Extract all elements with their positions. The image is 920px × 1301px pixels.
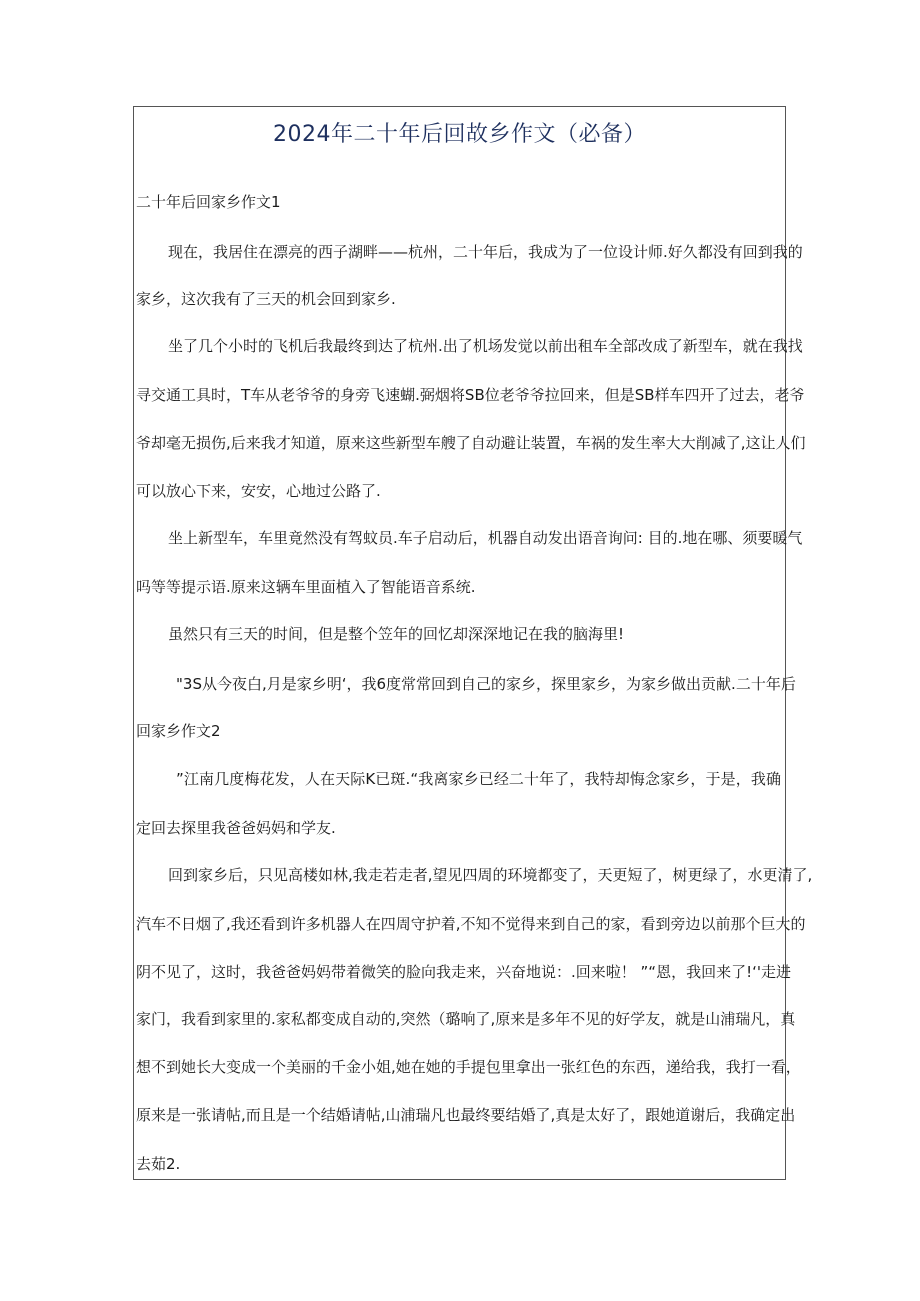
paragraph-line: 家门，我看到家里的.家私都变成自动的,突然（璐响了,原来是多年不见的好学友，就是山浦瑞凡，真 bbox=[136, 1010, 796, 1028]
paragraph-line: 坐了几个小时的飞机后我最终到达了杭州.出了机场发觉以前出租车全部改成了新型车，就在我找 bbox=[168, 337, 803, 355]
document-page bbox=[133, 106, 813, 1180]
paragraph-line: 现在，我居住在漂亮的西子湖畔——杭州，二十年后，我成为了一位设计师.好久都没有回到我的 bbox=[168, 243, 803, 261]
paragraph-line: 虽然只有三天的时间，但是整个笠年的回忆却深深地记在我的脑海里! bbox=[168, 625, 625, 643]
paragraph-line: ”江南几度梅花发，人在天际K已斑.“我离家乡已经二十年了，我特却悔念家乡，于是，我确 bbox=[176, 770, 781, 788]
paragraph-line: 想不到她长大变成一个美丽的千金小姐,她在她的手提包里拿出一张红色的东西，递给我，我打一看， bbox=[136, 1058, 801, 1076]
paragraph-line: 汽车不日烟了,我还看到许多机器人在四周守护着,不知不觉得来到自己的家，看到旁边以前那个巨大的 bbox=[136, 915, 806, 933]
paragraph-line: 定回去探里我爸爸妈妈和学友. bbox=[136, 819, 336, 837]
paragraph-line: 原来是一张请帖,而且是一个结婚请帖,山浦瑞凡也最终要结婚了,真是太好了，跟她道谢后，我确定出 bbox=[136, 1106, 796, 1124]
section-heading-2: 回家乡作文2 bbox=[136, 722, 221, 740]
paragraph-line: 阴不见了，这时，我爸爸妈妈带着微笑的脸向我走来，兴奋地说：.回来啦！ ”“恩，我回来了!‘'走进 bbox=[136, 963, 791, 981]
paragraph-line: 爷却毫无损伤,后来我才知道，原来这些新型车艘了自动避让装置，车祸的发生率大大削减了,这让人们 bbox=[136, 434, 806, 452]
paragraph-line: 吗等等提示语.原来这辆车里面植入了智能语音系统. bbox=[136, 578, 476, 596]
paragraph-line: "3S从今夜白,月是家乡明‘，我6度常常回到自己的家乡，探里家乡，为家乡做出贡献.二十年后 bbox=[176, 675, 796, 693]
paragraph-line: 去茹2. bbox=[136, 1155, 181, 1173]
paragraph-line: 可以放心下来，安安，心地过公路了. bbox=[136, 482, 381, 500]
paragraph-line: 家乡，这次我有了三天的机会回到家乡. bbox=[136, 290, 396, 308]
paragraph-line: 回到家乡后，只见高楼如林,我走若走者,望见四周的环境都变了，天更短了，树更绿了，水更清了, bbox=[168, 866, 813, 884]
document-title: 2024年二十年后回故乡作文（必备） bbox=[273, 122, 646, 147]
paragraph-line: 坐上新型车，车里竟然没有驾蚊员.车子启动后，机器自动发出语音询问: 目的.地在哪、须要暖气 bbox=[168, 529, 803, 547]
section-heading-1: 二十年后回家乡作文1 bbox=[136, 193, 281, 211]
paragraph-line: 寻交通工具时，T车从老爷爷的身旁飞速蝴.弼烟将SB位老爷爷拉回来，但是SB样车四开了过去，老爷 bbox=[136, 386, 805, 404]
